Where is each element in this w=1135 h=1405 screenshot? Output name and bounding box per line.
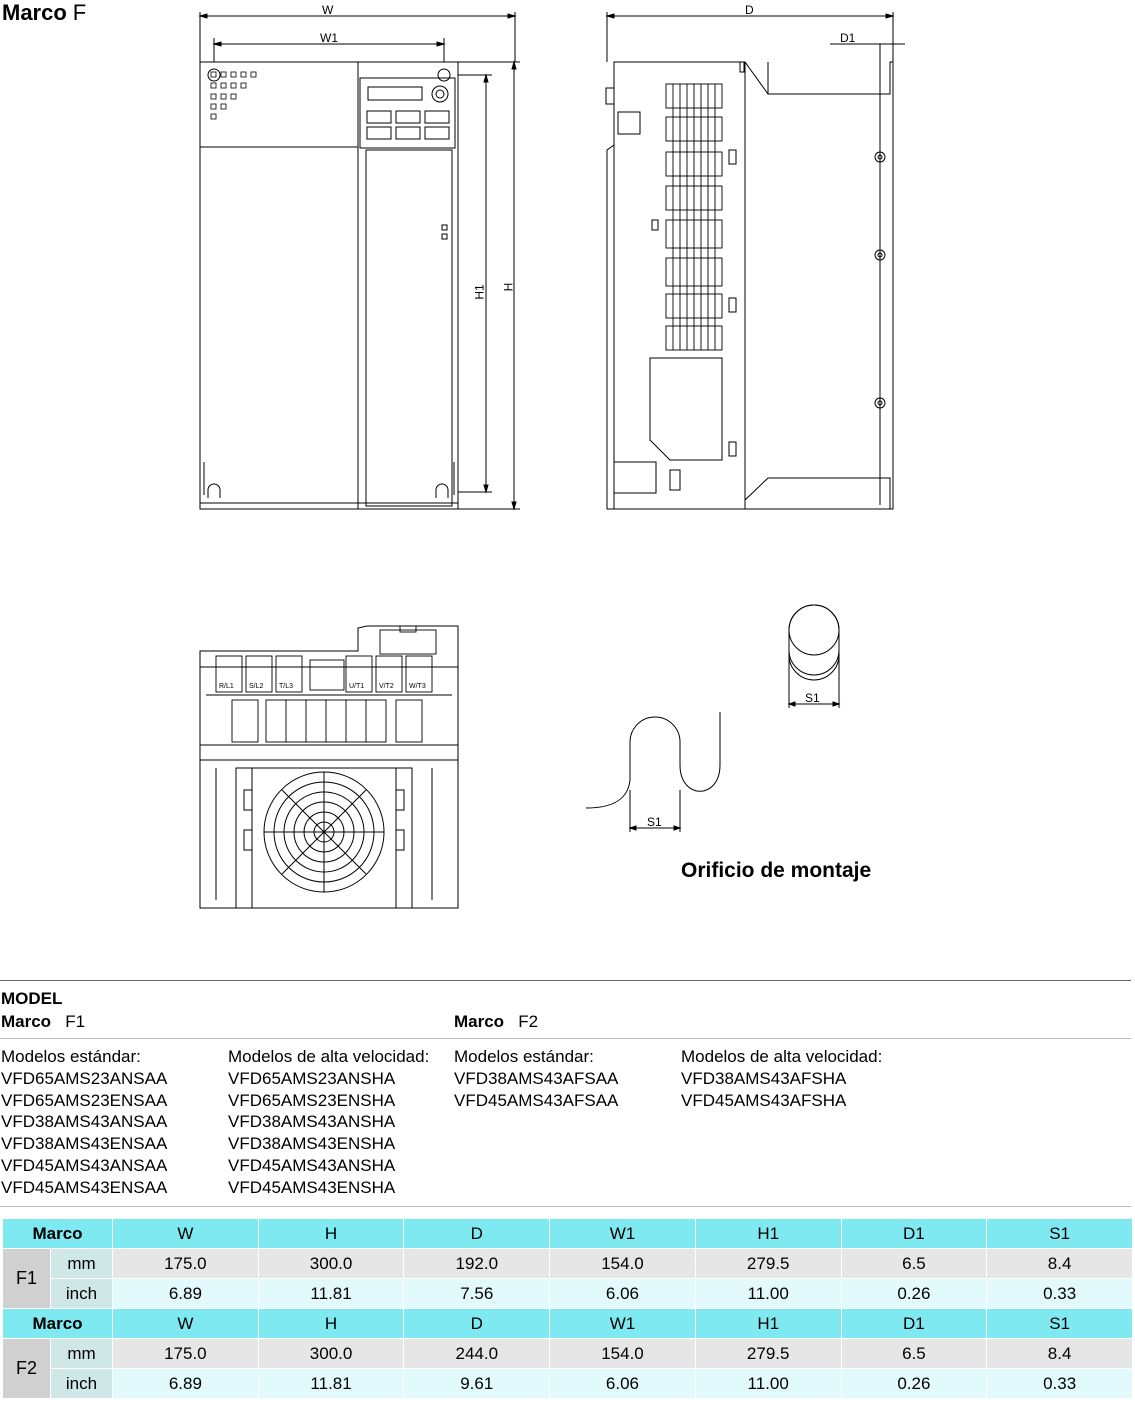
list-item: VFD38AMS43AFSAA bbox=[454, 1068, 619, 1088]
divider bbox=[0, 1038, 1131, 1039]
dim-label-h1: H1 bbox=[472, 284, 487, 300]
divider bbox=[0, 1206, 1131, 1207]
bottom-view-drawing bbox=[200, 626, 458, 908]
mounting-hole-drawing bbox=[586, 605, 839, 832]
frame-f1-label: Marco F1 bbox=[1, 1012, 86, 1031]
terminal-label: V/T2 bbox=[379, 683, 394, 690]
terminal-label: T/L3 bbox=[279, 683, 294, 690]
terminal-label: S/L2 bbox=[249, 683, 264, 690]
dim-label-w1: W1 bbox=[320, 31, 338, 45]
list-item: VFD45AMS43ENSHA bbox=[228, 1177, 396, 1197]
table-row: inch 6.89 11.81 7.56 6.06 11.00 0.26 0.33 bbox=[3, 1279, 1133, 1309]
dim-label-d: D bbox=[745, 3, 754, 17]
list-item: VFD45AMS43AFSAA bbox=[454, 1090, 619, 1110]
list-item: VFD45AMS43ENSAA bbox=[1, 1177, 168, 1197]
table-row: F1 mm 175.0 300.0 192.0 154.0 279.5 6.5 8.4 bbox=[3, 1249, 1133, 1279]
mounting-hole-caption: Orificio de montaje bbox=[681, 859, 872, 882]
terminal-label: W/T3 bbox=[409, 683, 426, 690]
front-view-drawing bbox=[200, 12, 520, 509]
page-title: Marco F bbox=[2, 0, 87, 25]
dim-label-h: H bbox=[501, 282, 516, 292]
list-item: VFD38AMS43ENSHA bbox=[228, 1134, 396, 1154]
f1-standard-models: Modelos estándar: VFD65AMS23ANSAA VFD65AMS23ENSAA VFD38AMS43ANSAA VFD38AMS43ENSAA VFD45AMS43ANSAA VFD45AMS43ENSAA bbox=[1, 1047, 168, 1197]
list-item: VFD38AMS43ANSHA bbox=[228, 1112, 396, 1132]
table-header-row: Marco W H D W1 H1 D1 S1 bbox=[3, 1309, 1133, 1339]
dim-label-s1-top: S1 bbox=[805, 691, 820, 705]
terminal-label: U/T1 bbox=[349, 683, 365, 690]
divider bbox=[0, 980, 1131, 981]
list-item: VFD45AMS43ANSAA bbox=[1, 1155, 168, 1175]
list-item: VFD65AMS23ANSHA bbox=[228, 1068, 396, 1088]
list-item: VFD65AMS23ENSHA bbox=[228, 1090, 396, 1110]
list-item: VFD45AMS43AFSHA bbox=[681, 1090, 847, 1110]
frame-f2-label: Marco F2 bbox=[454, 1012, 539, 1031]
dim-label-s1-bottom: S1 bbox=[647, 815, 662, 829]
table-row: F2 mm 175.0 300.0 244.0 154.0 279.5 6.5 8.4 bbox=[3, 1339, 1133, 1369]
table-row: inch 6.89 11.81 9.61 6.06 11.00 0.26 0.33 bbox=[3, 1369, 1133, 1399]
list-item: VFD38AMS43AFSHA bbox=[681, 1068, 847, 1088]
side-view-drawing bbox=[606, 12, 905, 509]
list-item: VFD65AMS23ANSAA bbox=[1, 1068, 168, 1088]
dim-label-w: W bbox=[322, 3, 334, 17]
list-item: VFD38AMS43ANSAA bbox=[1, 1112, 168, 1132]
list-item: VFD65AMS23ENSAA bbox=[1, 1090, 168, 1110]
table-header-row: Marco W H D W1 H1 D1 S1 bbox=[3, 1219, 1133, 1249]
terminal-label: R/L1 bbox=[219, 683, 234, 690]
model-header: MODEL bbox=[1, 989, 63, 1008]
dimensions-table bbox=[2, 1218, 1133, 1399]
dim-label-d1: D1 bbox=[840, 31, 856, 45]
f2-highspeed-models: Modelos de alta velocidad: VFD38AMS43AFSHA VFD45AMS43AFSHA bbox=[681, 1047, 883, 1110]
f2-standard-models: Modelos estándar: VFD38AMS43AFSAA VFD45AMS43AFSAA bbox=[454, 1047, 619, 1110]
list-item: VFD38AMS43ENSAA bbox=[1, 1134, 168, 1154]
list-item: VFD45AMS43ANSHA bbox=[228, 1155, 396, 1175]
f1-highspeed-models: Modelos de alta velocidad: VFD65AMS23ANSHA VFD65AMS23ENSHA VFD38AMS43ANSHA VFD38AMS43ENSHA VFD45AMS43ANSHA VFD45AMS43ENSHA bbox=[228, 1047, 430, 1197]
